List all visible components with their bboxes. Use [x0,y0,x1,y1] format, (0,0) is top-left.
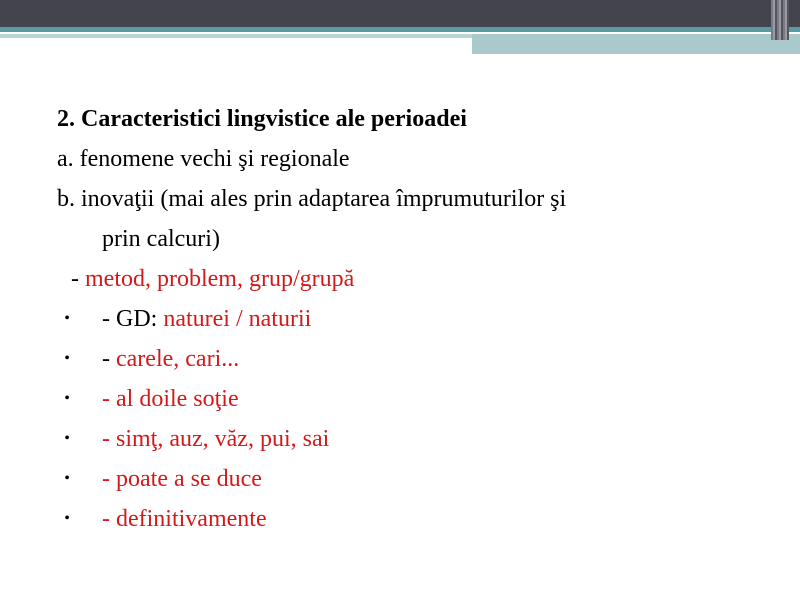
bullet-red-text: - al doile soţie [102,386,239,412]
header-band-left [0,34,472,38]
bullet-item [57,339,757,379]
bullet-prefix: - GD: [102,306,164,332]
bullet-red-text: - simţ, auz, văz, pui, sai [102,426,330,452]
bullet-item [57,499,757,539]
header-band-right [472,34,800,54]
bullet-item [57,459,757,499]
dash-prefix: - [65,266,85,292]
bullet-icon: • [64,470,70,487]
bullet-icon: • [64,430,70,447]
bullet-item [57,419,757,459]
bullet-icon: • [64,310,70,327]
line-b-first: b. inovaţii (mai ales prin adaptarea împrumuturilor şi [57,186,567,212]
line-a: a. fenomene vechi şi regionale [57,146,350,172]
bullet-red-text: naturei / naturii [163,306,312,332]
bullet-item [57,379,757,419]
slide-content [57,99,757,539]
bullet-prefix: - [102,346,116,372]
header-stripes [771,0,789,40]
bullet-icon: • [64,510,70,527]
line-b-second: prin calcuri) [102,226,220,252]
dash-line [57,259,757,299]
bullet-red-text: - definitivamente [102,506,267,532]
dash-red-text: metod, problem, grup/grupă [85,266,355,292]
bullet-icon: • [64,350,70,367]
bullet-red-text: - poate a se duce [102,466,262,492]
slide-heading: 2. Caracteristici lingvistice ale perioadei [57,106,467,132]
bullet-red-text: carele, cari... [116,346,240,372]
bullet-item [57,299,757,339]
header-bar [0,0,800,27]
bullet-icon: • [64,390,70,407]
